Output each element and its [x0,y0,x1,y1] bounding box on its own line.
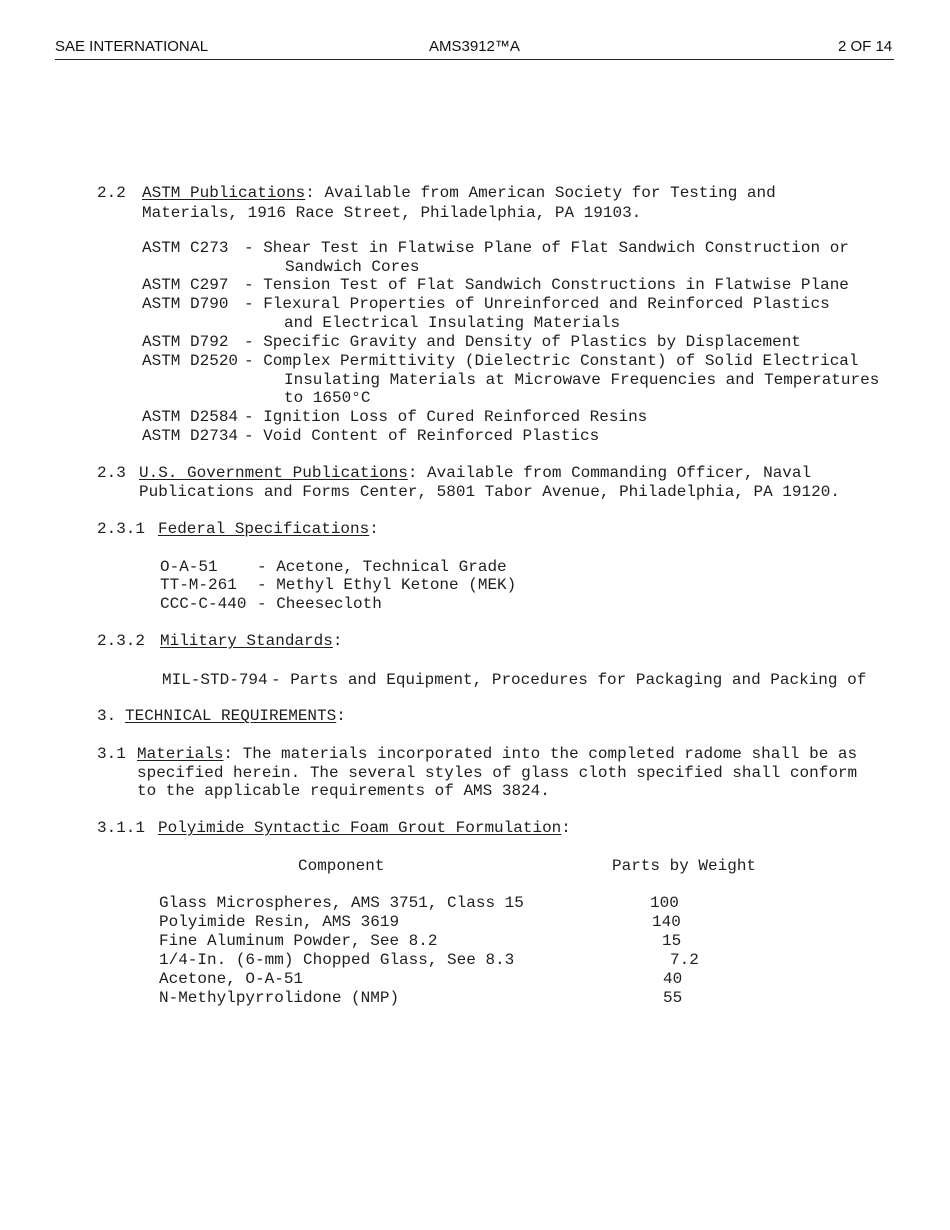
astm-code: ASTM D2584 [142,408,239,426]
section-2-2-number: 2.2 [97,184,126,202]
fed-spec-code: CCC-C-440 [160,595,247,613]
section-2-3-1-number: 2.3.1 [97,520,146,538]
table-cell-parts: 100 [650,894,679,912]
astm-desc: - Flexural Properties of Unreinforced and Reinforced Plastics [244,295,830,313]
fed-spec-code: TT-M-261 [160,576,237,594]
section-2-3-text: : Available from Commanding Officer, Naval [407,464,812,482]
table-cell-component: Acetone, O-A-51 [159,970,304,988]
section-2-2-heading [142,184,776,203]
table-cell-component: Polyimide Resin, AMS 3619 [159,913,400,931]
mil-std-desc: - Parts and Equipment, Procedures for Packaging and Packing of [271,671,867,689]
fed-spec-desc: - Cheesecloth [257,595,382,613]
table-header-parts: Parts by Weight [612,857,757,875]
section-3-1-text: : The materials incorporated into the completed radome shall be as [223,745,858,763]
fed-spec-code: O-A-51 [160,558,218,576]
header-page-number: 2 OF 14 [838,38,893,55]
header-doc-number: AMS3912™A [429,38,520,55]
section-2-3-1-title: Federal Specifications [158,520,370,538]
section-3-1-1-title: Polyimide Syntactic Foam Grout Formulation [158,819,562,837]
table-cell-parts: 55 [663,989,683,1007]
section-2-2-text: : Available from American Society for Testing and [305,184,776,202]
section-3-1-number: 3.1 [97,745,126,763]
section-2-3-2-number: 2.3.2 [97,632,146,650]
table-cell-parts: 40 [663,970,683,988]
table-cell-parts: 15 [662,932,682,950]
section-2-3-text-line2: Publications and Forms Center, 5801 Tabor Avenue, Philadelphia, PA 19120. [139,483,840,501]
astm-code: ASTM D2520 [142,352,239,370]
header-rule [55,59,894,60]
astm-desc: - Specific Gravity and Density of Plastics by Displacement [244,333,801,351]
table-header-component: Component [298,857,385,875]
section-2-2-text-line2: Materials, 1916 Race Street, Philadelphia, PA 19103. [142,204,642,222]
table-cell-parts: 140 [652,913,681,931]
fed-spec-desc: - Acetone, Technical Grade [257,558,507,576]
section-3-heading: TECHNICAL REQUIREMENTS: [125,707,346,725]
astm-desc: - Shear Test in Flatwise Plane of Flat Sandwich Construction or [244,239,849,257]
astm-desc-cont: to 1650°C [284,389,371,407]
section-2-3-2-title: Military Standards [160,632,333,650]
section-3-1-text-line3: to the applicable requirements of AMS 3824. [137,782,550,800]
section-2-3-title: U.S. Government Publications [139,464,408,482]
astm-code: ASTM D2734 [142,427,239,445]
section-3-number: 3. [97,707,117,725]
section-3-1-text-line2: specified herein. The several styles of glass cloth specified shall conform [137,764,858,782]
astm-desc-cont: Sandwich Cores [285,258,420,276]
section-2-2-title: ASTM Publications [142,184,306,202]
mil-std-code: MIL-STD-794 [162,671,268,689]
section-3-title: TECHNICAL REQUIREMENTS [125,707,337,725]
table-cell-component: 1/4-In. (6-mm) Chopped Glass, See 8.3 [159,951,515,969]
section-2-3-heading [139,464,811,483]
table-cell-component: N-Methylpyrrolidone (NMP) [159,989,400,1007]
astm-code: ASTM D792 [142,333,229,351]
section-2-3-2-heading: Military Standards: [160,632,343,650]
astm-desc: - Complex Permittivity (Dielectric Constant) of Solid Electrical [244,352,859,370]
astm-desc: - Void Content of Reinforced Plastics [244,427,600,445]
astm-desc: - Ignition Loss of Cured Reinforced Resins [244,408,648,426]
section-2-3-1-heading: Federal Specifications: [158,520,379,538]
astm-code: ASTM C273 [142,239,229,257]
table-cell-component: Fine Aluminum Powder, See 8.2 [159,932,438,950]
header-org: SAE INTERNATIONAL [55,38,209,55]
table-cell-parts: 7.2 [670,951,699,969]
astm-code: ASTM C297 [142,276,229,294]
astm-code: ASTM D790 [142,295,229,313]
section-3-1-heading [137,745,857,764]
section-2-3-number: 2.3 [97,464,126,482]
fed-spec-desc: - Methyl Ethyl Ketone (MEK) [257,576,517,594]
table-cell-component: Glass Microspheres, AMS 3751, Class 15 [159,894,524,912]
section-3-1-1-heading: Polyimide Syntactic Foam Grout Formulation: [158,819,571,837]
section-3-1-1-number: 3.1.1 [97,819,146,837]
astm-desc-cont: and Electrical Insulating Materials [284,314,621,332]
astm-desc: - Tension Test of Flat Sandwich Constructions in Flatwise Plane [244,276,849,294]
astm-desc-cont: Insulating Materials at Microwave Frequencies and Temperatures [284,371,880,389]
section-3-1-title: Materials [137,745,224,763]
